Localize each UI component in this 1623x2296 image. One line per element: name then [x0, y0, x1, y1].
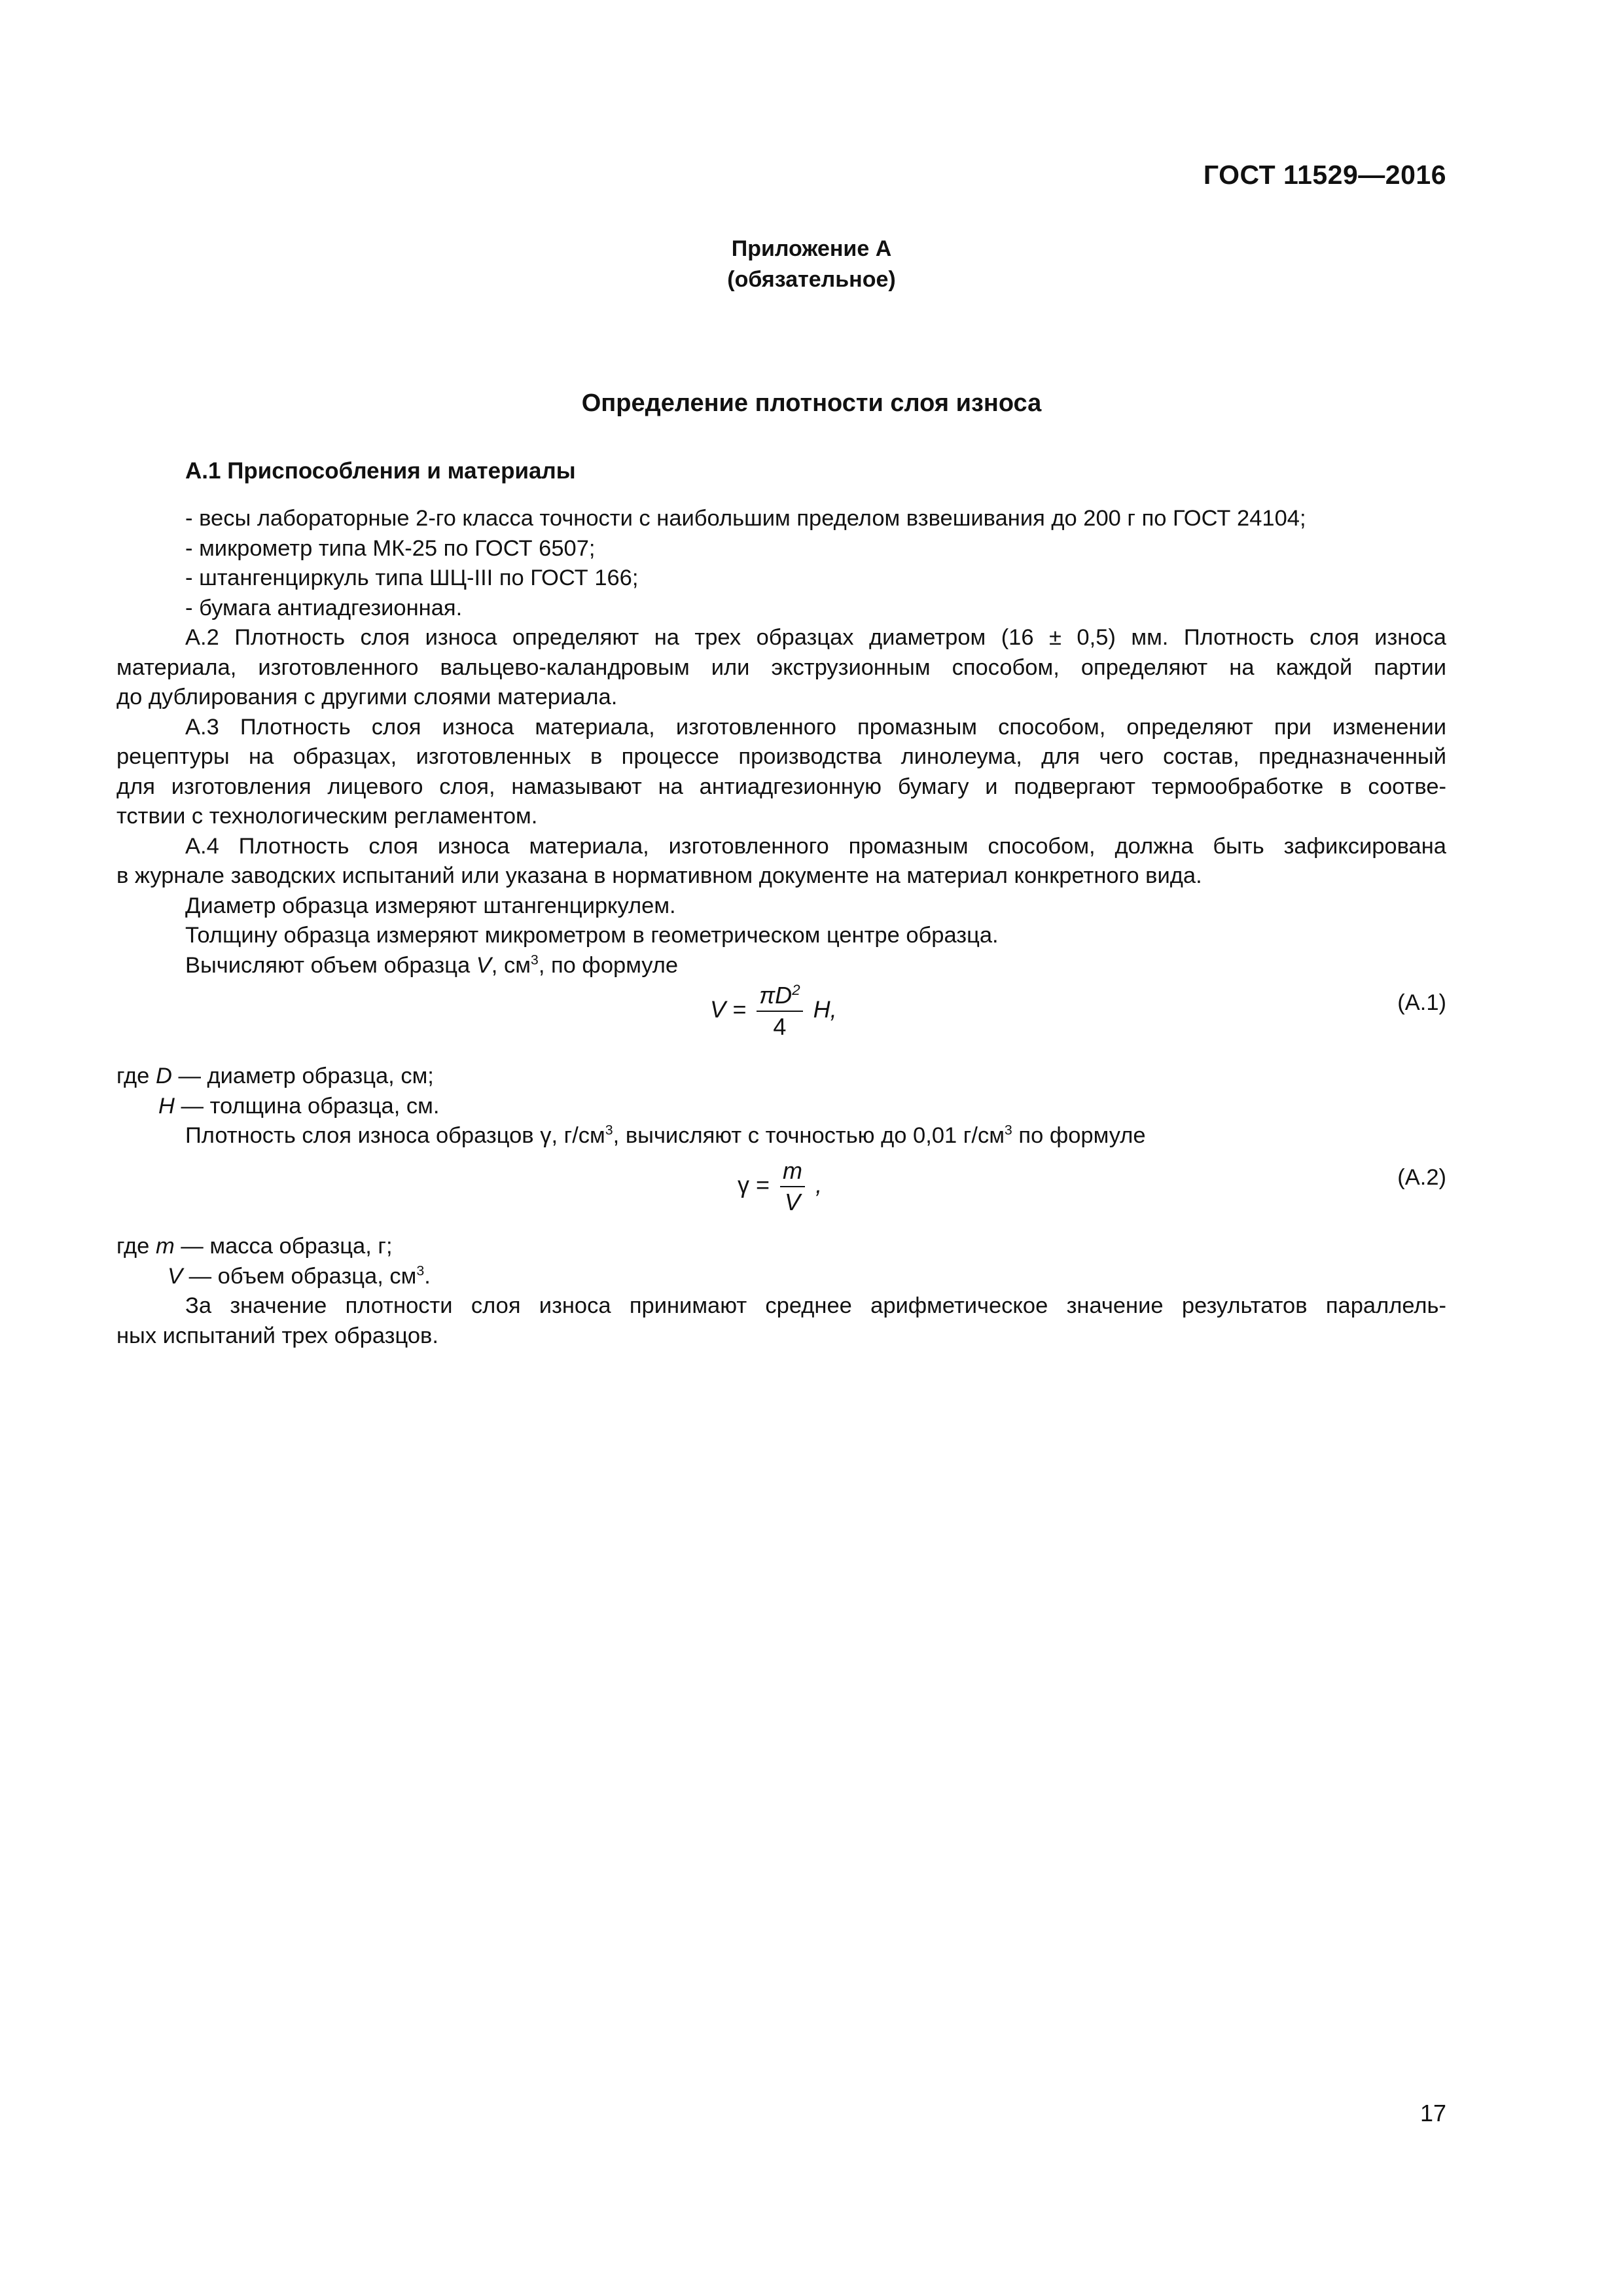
equipment-list — [116, 504, 1446, 623]
text-segment: где — [116, 1234, 156, 1259]
paragraph-a3-line: А.3 Плотность слоя износа материала, изготовленного промазным способом, определяют при изменении — [185, 714, 1446, 740]
variable-m: m — [155, 1234, 175, 1259]
variable-h: H — [158, 1093, 175, 1119]
superscript: 2 — [792, 982, 800, 998]
text-segment: , см — [491, 952, 531, 978]
section-a1-heading: А.1 Приспособления и материалы — [185, 458, 576, 484]
paragraph-a2-line: до дублирования с другими слоями материала. — [116, 685, 618, 709]
formula-a2 — [738, 1157, 822, 1216]
superscript: 3 — [605, 1122, 613, 1138]
where-line — [116, 1232, 431, 1262]
where-a2 — [116, 1232, 431, 1291]
formula-number-a2: (А.2) — [1397, 1165, 1446, 1190]
paragraph-a3-line: рецептуры на образцах, изготовленных в процессе производства линолеума, для чего состав, предназначенный — [116, 744, 1446, 769]
paragraph-thickness: Толщину образца измеряют микрометром в геометрическом центре образца. — [185, 923, 999, 948]
paragraph-a4-line: А.4 Плотность слоя износа материала, изготовленного промазным способом, должна быть зафиксирована — [185, 833, 1446, 859]
where-a1 — [116, 1062, 1146, 1151]
where-line — [116, 1262, 431, 1292]
formula-number-a1: (А.1) — [1397, 990, 1446, 1015]
formula-fraction — [757, 982, 803, 1041]
text-segment: — объем образца, см — [183, 1263, 417, 1289]
text-segment: . — [424, 1263, 431, 1289]
fraction-denominator: V — [785, 1189, 801, 1215]
paragraph-a2-line: А.2 Плотность слоя износа определяют на трех образцах диаметром (16 ± 0,5) мм. Плотность слоя износа — [185, 625, 1446, 650]
paragraph-a4-line: в журнале заводских испытаний или указана в нормативном документе на материал конкретного вида. — [116, 863, 1202, 888]
variable-d: D — [155, 1064, 172, 1088]
fraction-numerator: m — [780, 1157, 805, 1187]
text-segment: по формуле — [1012, 1123, 1146, 1148]
formula-fraction — [780, 1157, 805, 1216]
list-item: - бумага антиадгезионная. — [185, 595, 463, 620]
list-item: - весы лабораторные 2-го класса точности с наибольшим пределом взвешивания до 200 г по ГОСТ 24104; — [185, 506, 1306, 531]
fraction-denominator: 4 — [773, 1013, 787, 1040]
formula-lhs: V = — [710, 996, 747, 1023]
text-segment: Плотность слоя износа образцов γ, г/см — [185, 1123, 605, 1148]
list-item: - микрометр типа МК-25 по ГОСТ 6507; — [185, 535, 596, 561]
paragraph-volume-intro — [116, 951, 1446, 981]
annex-main-title: Определение плотности слоя износа — [581, 389, 1042, 417]
text-segment: , вычисляют с точностью до 0,01 г/см — [613, 1123, 1005, 1148]
numerator-text: πD — [759, 982, 793, 1009]
superscript: 3 — [416, 1263, 425, 1278]
text-segment: — масса образца, г; — [174, 1234, 393, 1259]
text-segment: Вычисляют объем образца — [185, 952, 476, 978]
where-line — [116, 1092, 1146, 1122]
text-segment: где — [116, 1064, 156, 1088]
list-item: - штангенциркуль типа ШЦ-III по ГОСТ 166; — [185, 565, 639, 590]
formula-rhs: , — [815, 1171, 823, 1198]
paragraph-a3-line: тствии с технологическим регламентом. — [116, 804, 538, 829]
text-segment: — толщина образца, см. — [174, 1093, 440, 1119]
density-intro — [116, 1121, 1146, 1151]
paragraph-a2-line: материала, изготовленного вальцево-каландровым или экструзионным способом, определяют на каждой партии — [116, 655, 1446, 680]
paragraphs — [116, 623, 1446, 980]
conclusion-line: За значение плотности слоя износа принимают среднее арифметическое значение результатов параллель- — [185, 1293, 1446, 1318]
superscript: 3 — [1004, 1122, 1012, 1138]
conclusion-line: ных испытаний трех образцов. — [116, 1323, 438, 1348]
variable-v: V — [476, 952, 491, 978]
page-number: 17 — [1419, 2100, 1446, 2126]
annex-status: (обязательное) — [727, 267, 896, 292]
formula-a1 — [710, 982, 837, 1041]
superscript: 3 — [530, 952, 539, 967]
where-line — [116, 1062, 1146, 1092]
text-segment: , по формуле — [538, 952, 679, 978]
annex-title: Приложение А — [731, 236, 892, 261]
variable-v: V — [168, 1263, 183, 1289]
text-segment: — диаметр образца, см; — [171, 1064, 434, 1088]
paragraph-diameter: Диаметр образца измеряют штангенциркулем. — [185, 893, 676, 918]
fraction-numerator — [757, 982, 803, 1012]
conclusion — [116, 1291, 1446, 1351]
formula-rhs: H, — [813, 996, 837, 1023]
formula-lhs: γ = — [738, 1171, 770, 1198]
standard-code: ГОСТ 11529—2016 — [1203, 160, 1446, 190]
paragraph-a3-line: для изготовления лицевого слоя, намазывают на антиадгезионную бумагу и подвергают термообработке в соотве- — [116, 774, 1446, 799]
